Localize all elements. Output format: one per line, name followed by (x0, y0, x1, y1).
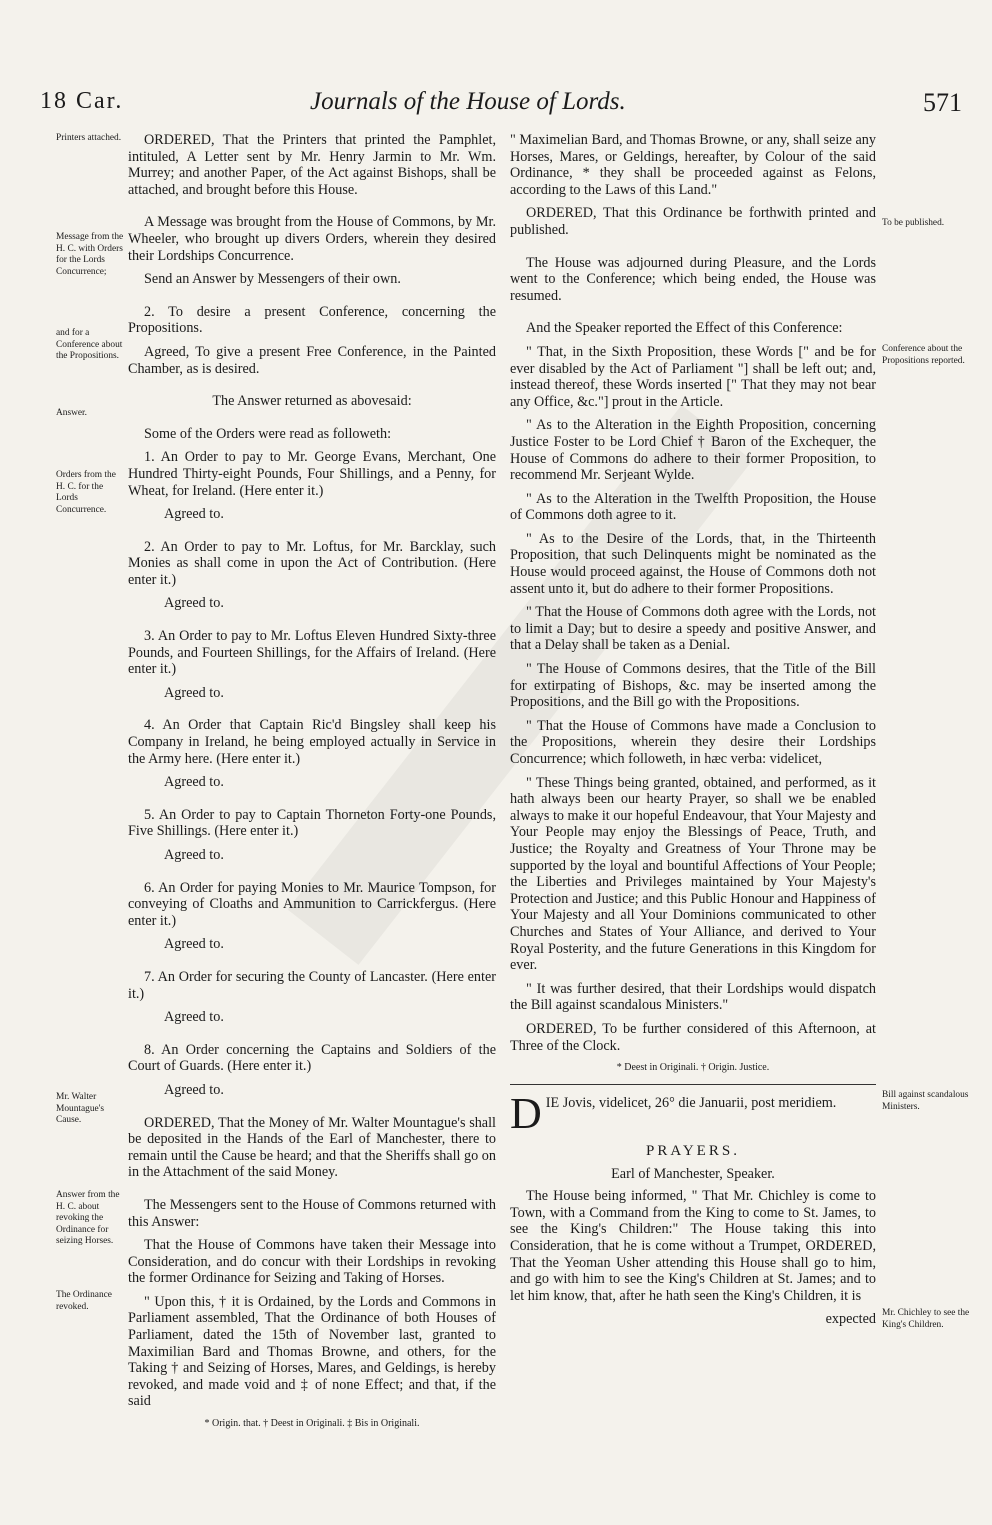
agreed-line: Agreed to. (164, 595, 224, 612)
running-head-title: Journals of the House of Lords. (310, 88, 626, 115)
margin-note: Answer. (56, 408, 87, 418)
margin-note: To be published. (882, 218, 945, 228)
order-item: 5. An Order to pay to Captain Thorneton Forty-one Pounds, Five Shillings. (Here enter it.) (128, 806, 496, 840)
paragraph: The Messengers sent to the House of Commons returned with this Answer: (128, 1196, 496, 1230)
agreed-line: Agreed to. (164, 936, 224, 953)
paragraph: " As to the Alteration in the Eighth Proposition, concerning Justice Foster to be Lord Chief † Baron of the Exchequer, the House of Commons do adhere to their former Proposition, to recommend Mr. Serjeant Wylde. (510, 417, 876, 484)
order-item: 6. An Order for paying Monies to Mr. Maurice Tompson, for conveying of Cloaths and Ammunition to Carrickfergus. (Here enter it.) (128, 879, 496, 929)
margin-note: Conference about the Propositions reported. (882, 344, 965, 366)
page-number: 571 (923, 88, 962, 117)
paragraph: " As to the Desire of the Lords, that, in the Thirteenth Proposition, that such Delinquents might be nominated as the House would proceed against, the House of Commons doth not assent unto it, but do adhere to their former Propositions. (510, 530, 876, 597)
margin-note: Mr. Walter Mountague's Cause. (56, 1092, 105, 1126)
footnotes: * Deest in Originali. † Origin. Justice. (616, 1062, 770, 1074)
order-item: 4. An Order that Captain Ric'd Bingsley shall keep his Company in Ireland, he being employed actually in Service in the Army here. (Here enter it.) (128, 717, 496, 767)
footnotes: * Origin. that. † Deest in Originali. ‡ Bis in Originali. (204, 1418, 420, 1430)
margin-note: The Ordinance revoked. (56, 1290, 112, 1312)
margin-note: Printers attached. (56, 133, 122, 143)
agreed-line: Agreed to. (164, 847, 224, 863)
paragraph: The Answer returned as abovesaid: (212, 393, 412, 410)
day-heading (510, 1095, 876, 1133)
paragraph: The House was adjourned during Pleasure, and the Lords went to the Conference; which being ended, the House was resumed. (510, 254, 876, 304)
paragraph: " That the House of Commons doth agree with the Lords, not to limit a Day; but to desire a speedy and positive Answer, and that a Delay shall be taken as a Denial. (510, 604, 876, 654)
running-head-left: 18 Car. (40, 88, 124, 114)
agreed-line: Agreed to. (164, 506, 224, 523)
paragraph: " That the House of Commons have made a Conclusion to the Propositions, wherein they desire their Lordships Concurrence; which followeth, in hæc verba: videlicet, (510, 717, 876, 767)
order-item: 7. An Order for securing the County of Lancaster. (Here enter it.) (128, 968, 496, 1002)
margin-note: Orders from the H. C. for the Lords Concurrence. (56, 470, 116, 515)
day-line: IE Jovis, videlicet, 26° die Januarii, post meridiem. (545, 1095, 837, 1112)
paragraph: ORDERED, That the Printers that printed the Pamphlet, intituled, A Letter sent by Mr. Henry Jarmin to Mr. Wm. Murrey; and another Paper, of the Act against Bishops, shall be attached, and brought before this House. (128, 132, 496, 198)
paragraph: The House being informed, " That Mr. Chichley is come to Town, with a Command from the King to come to St. James, to see the King's Children:" The House taking this into Consideration, that he is come without a Trumpet, ORDERED, That the Yeoman Usher attending this House shall go to him, and go with him to see the King's Children at St. James; and to let him know, that, after he hath seen the King's Children, it is (510, 1188, 876, 1304)
catchword: expected (825, 1311, 876, 1328)
paragraph: " As to the Alteration in the Twelfth Proposition, the House of Commons doth agree to it. (510, 490, 876, 524)
order-item: 8. An Order concerning the Captains and Soldiers of the Court of Guards. (Here enter it.) (128, 1041, 496, 1075)
right-column (510, 132, 876, 1335)
margin-note: Mr. Chichley to see the King's Children. (882, 1308, 970, 1330)
margin-note: Answer from the H. C. about revoking the Ordinance for seizing Horses. (56, 1190, 120, 1247)
order-item: 3. An Order to pay to Mr. Loftus Eleven Hundred Sixty-three Pounds, and Fourteen Shillings, for the Affairs of Ireland. (Here enter it.) (128, 628, 496, 678)
agreed-line: Agreed to. (164, 1081, 224, 1098)
paragraph: A Message was brought from the House of Commons, by Mr. Wheeler, who brought up divers Orders, wherein they desired their Lordships Concurrence. (128, 214, 496, 264)
paragraph: " Maximelian Bard, and Thomas Browne, or any, shall seize any Horses, Mares, or Geldings, hereafter, by Colour of the said Ordinance, * they shall be proceeded against as Felons, according to the Laws of this Land." (510, 132, 876, 198)
paragraph: 2. To desire a present Conference, concerning the Propositions. (128, 303, 496, 337)
margin-note: Message from the H. C. with Orders for the Lords Concurrence; (56, 232, 124, 277)
paragraph: ORDERED, To be further considered of this Afternoon, at Three of the Clock. (510, 1020, 876, 1054)
margin-note: Bill against scandalous Ministers. (882, 1090, 969, 1112)
paragraph: ORDERED, That this Ordinance be forthwith printed and published. (510, 205, 876, 238)
paragraph: Agreed, To give a present Free Conference, in the Painted Chamber, as is desired. (128, 343, 496, 377)
speaker-line: Earl of Manchester, Speaker. (611, 1165, 775, 1182)
paragraph: " It was further desired, that their Lordships would dispatch the Bill against scandalous Ministers." (510, 980, 876, 1014)
prayers-heading: PRAYERS. (646, 1143, 740, 1160)
left-column (128, 132, 496, 1440)
paragraph: And the Speaker reported the Effect of this Conference: (526, 320, 843, 337)
paragraph: ORDERED, That the Money of Mr. Walter Mountague's shall be deposited in the Hands of the Earl of Manchester, there to remain until the Cause be heard; and that the Sheriffs shall go on in the Attachment of the said Money. (128, 1114, 496, 1181)
order-item: 1. An Order to pay to Mr. George Evans, Merchant, One Hundred Thirty-eight Pounds, Four Shillings, and a Penny, for Wheat, for Ireland. (Here enter it.) (128, 449, 496, 499)
paragraph: " That, in the Sixth Proposition, these Words [" and be for ever disabled by the Act of Parliament "] shall be left out; and, instead thereof, these Words inserted [" That they may not bear any Office, &c."] prout in the Article. (510, 343, 876, 410)
paragraph: Send an Answer by Messengers of their own. (144, 271, 401, 288)
agreed-line: Agreed to. (164, 1009, 224, 1026)
paragraph: That the House of Commons have taken their Message into Consideration, and do concur with their Lordships in revoking the former Ordinance for Seizing and Taking of Horses. (128, 1237, 496, 1287)
paragraph: " Upon this, † it is Ordained, by the Lords and Commons in Parliament assembled, That the Ordinance of both Houses of Parliament, dated the 15th of November last, granted to Maximilian Bard and Thomas Browne, and others, for the Taking † and Seizing of Horses, Mares, and Geldings, is hereby revoked, and made void and ‡ of none Effect; and that, if the said (128, 1293, 496, 1410)
paragraph: " These Things being granted, obtained, and performed, as it hath always been our hearty Prayer, so shall we be enabled always to make it our hopeful Endeavour, that Your Majesty and Your People may enjoy the Blessings of Peace, Truth, and Justice; the Royalty and Greatness of Your Throne may be supported by the loyal and bountiful Affections of Your People; the Liberties and Privileges maintained by Your Majesty's Protection and Justice; and this Public Honour and Happiness of Your Majesty and all Your Dominions communicated to other Churches and States of Your Alliance, and derived to Your Royal Posterity, and the future Generations in this Kingdom for ever. (510, 774, 876, 974)
order-item: 2. An Order to pay to Mr. Loftus, for Mr. Barcklay, such Monies as shall come in upon the Act of Contribution. (Here enter it.) (128, 538, 496, 588)
paragraph: " The House of Commons desires, that the Title of the Bill for extirpating of Bishops, &c. may be inserted among the Propositions, and the Bill go with the Propositions. (510, 661, 876, 711)
agreed-line: Agreed to. (164, 684, 224, 701)
section-divider (510, 1084, 876, 1085)
paragraph: Some of the Orders were read as followeth: (144, 425, 392, 442)
margin-note: and for a Conference about the Propositions. (56, 328, 123, 362)
agreed-line: Agreed to. (164, 774, 224, 791)
drop-cap: D (510, 1095, 542, 1134)
